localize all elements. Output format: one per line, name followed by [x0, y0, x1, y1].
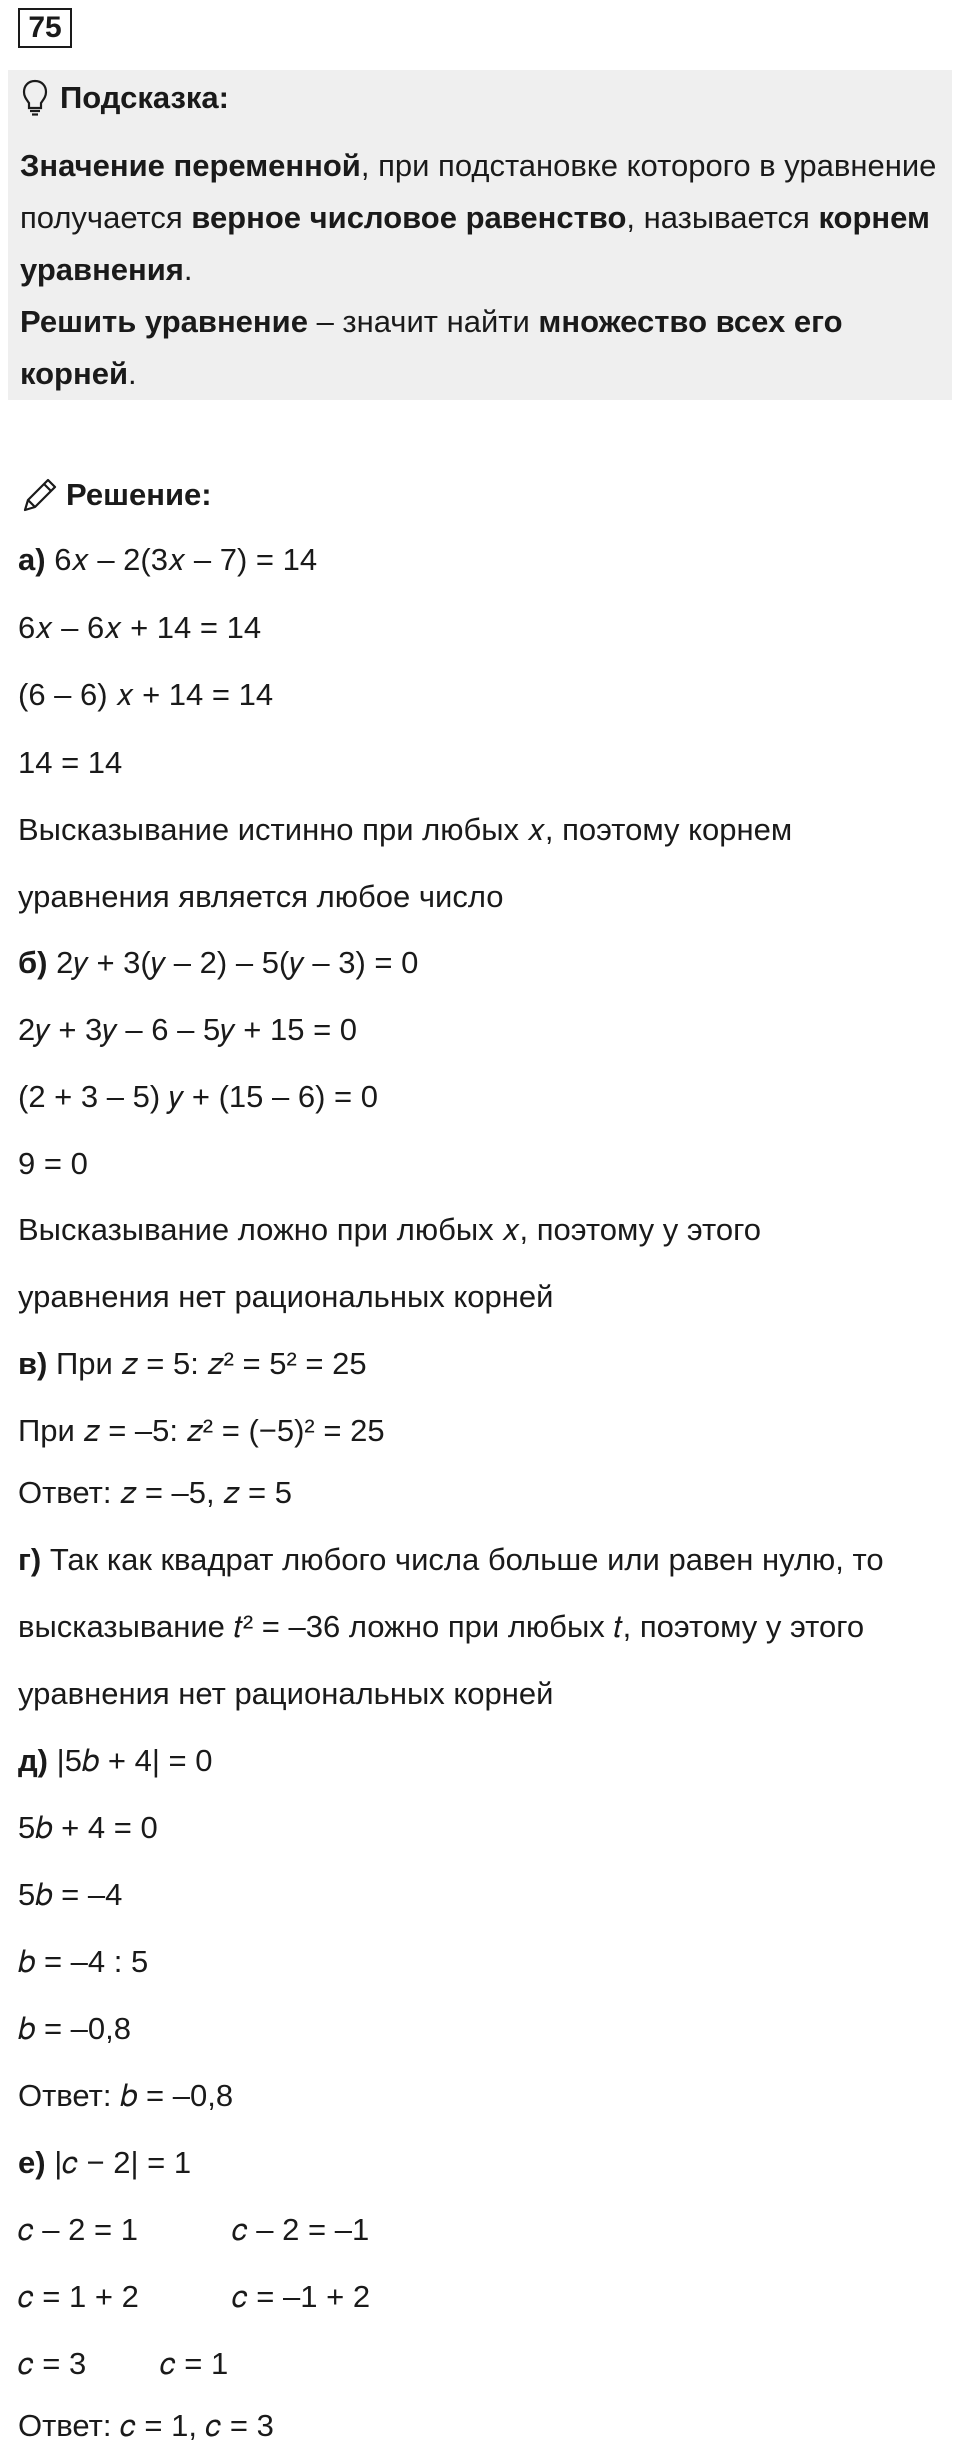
hint-title: Подсказка: — [60, 80, 229, 115]
part-v-line-1 — [18, 1346, 367, 1383]
part-a-conclusion-1: Высказывание истинно при любых 𝑥, поэтому корнем — [18, 812, 793, 847]
math-text: |5𝑏 + 4| = 0 — [56, 1743, 213, 1778]
hint-box — [8, 70, 952, 400]
part-d-line-5: 𝑏 = –0,8 — [18, 2011, 131, 2046]
hint-term-root: корнем уравнения — [20, 200, 930, 287]
hint-text-part: , называется — [626, 200, 819, 235]
math-text: |𝑐 − 2| = 1 — [54, 2145, 192, 2180]
part-e-line-2a: 𝑐 – 2 = 1 — [18, 2212, 138, 2247]
part-b-line-2: 2𝑦 + 3𝑦 – 6 – 5𝑦 + 15 = 0 — [18, 1012, 358, 1047]
part-v-line-2: При 𝑧 = –5: 𝑧² = (−5)² = 25 — [18, 1413, 385, 1448]
lightbulb-icon — [22, 79, 48, 117]
part-a-line-4: 14 = 14 — [18, 745, 123, 780]
part-b-line-3: (2 + 3 – 5) 𝑦 + (15 – 6) = 0 — [18, 1079, 378, 1114]
part-b-label: б) — [18, 945, 48, 980]
hint-term-solve: Решить уравнение — [20, 304, 308, 339]
part-e-line-4b: 𝑐 = 1 — [160, 2346, 229, 2381]
part-d-answer: Ответ: 𝑏 = –0,8 — [18, 2078, 234, 2113]
part-v-answer: Ответ: 𝑧 = –5, 𝑧 = 5 — [18, 1475, 292, 1510]
hint-header — [22, 78, 229, 118]
part-a-conclusion-2: уравнения является любое число — [18, 879, 504, 914]
hint-text-part: , при подстановке которого в уравнение получается — [20, 148, 937, 235]
part-b-conclusion-2: уравнения нет рациональных корней — [18, 1279, 554, 1314]
hint-term-true-equality: верное числовое равенство — [191, 200, 627, 235]
part-a-label: а) — [18, 542, 46, 577]
part-d-label: д) — [18, 1743, 49, 1778]
hint-text — [20, 140, 940, 400]
math-text: При 𝑧 = 5: 𝑧² = 5² = 25 — [56, 1346, 367, 1381]
math-text: 6𝑥 – 2(3𝑥 – 7) = 14 — [54, 542, 318, 577]
hint-paragraph-2 — [20, 296, 940, 400]
part-b-conclusion-1: Высказывание ложно при любых 𝑥, поэтому у этого — [18, 1212, 761, 1247]
hint-paragraph-1 — [20, 140, 940, 296]
part-b-line-1 — [18, 945, 418, 982]
part-g-label: г) — [18, 1542, 42, 1577]
part-a-line-1 — [18, 542, 317, 579]
hint-text-part: – значит найти — [307, 304, 539, 339]
hint-term-roots-set: множество всех его корней — [20, 304, 843, 391]
part-a-line-3: (6 – 6) 𝑥 + 14 = 14 — [18, 677, 274, 712]
part-b-line-4: 9 = 0 — [18, 1146, 88, 1181]
part-g-line-3: уравнения нет рациональных корней — [18, 1676, 554, 1711]
part-e-line-4a: 𝑐 = 3 — [18, 2346, 87, 2381]
text-part: Так как квадрат любого числа больше или равен нулю, то — [49, 1542, 884, 1577]
part-a-line-2: 6𝑥 – 6𝑥 + 14 = 14 — [18, 610, 262, 645]
part-d-line-1 — [18, 1743, 212, 1780]
part-g-line-1 — [18, 1542, 884, 1578]
part-e-line-1 — [18, 2145, 191, 2182]
hint-term-variable-value: Значение переменной — [20, 148, 361, 183]
part-e-line-3b: 𝑐 = –1 + 2 — [232, 2279, 371, 2314]
part-g-line-2: высказывание 𝑡² = –36 ложно при любых 𝑡, поэтому у этого — [18, 1609, 865, 1644]
exercise-number: 75 — [18, 8, 72, 48]
pencil-icon — [20, 475, 60, 515]
math-text: 2𝑦 + 3(𝑦 – 2) – 5(𝑦 – 3) = 0 — [56, 945, 419, 980]
part-d-line-2: 5𝑏 + 4 = 0 — [18, 1810, 158, 1845]
solution-header — [20, 470, 212, 520]
part-d-line-3: 5𝑏 = –4 — [18, 1877, 123, 1912]
solution-title: Решение: — [66, 477, 212, 512]
hint-text-part: . — [128, 356, 137, 391]
part-v-label: в) — [18, 1346, 48, 1381]
part-e-line-2b: 𝑐 – 2 = –1 — [232, 2212, 370, 2247]
part-e-line-3a: 𝑐 = 1 + 2 — [18, 2279, 139, 2314]
part-e-label: е) — [18, 2145, 46, 2180]
hint-text-part: . — [183, 252, 193, 287]
part-d-line-4: 𝑏 = –4 : 5 — [18, 1944, 149, 1979]
part-e-answer: Ответ: 𝑐 = 1, 𝑐 = 3 — [18, 2408, 274, 2443]
